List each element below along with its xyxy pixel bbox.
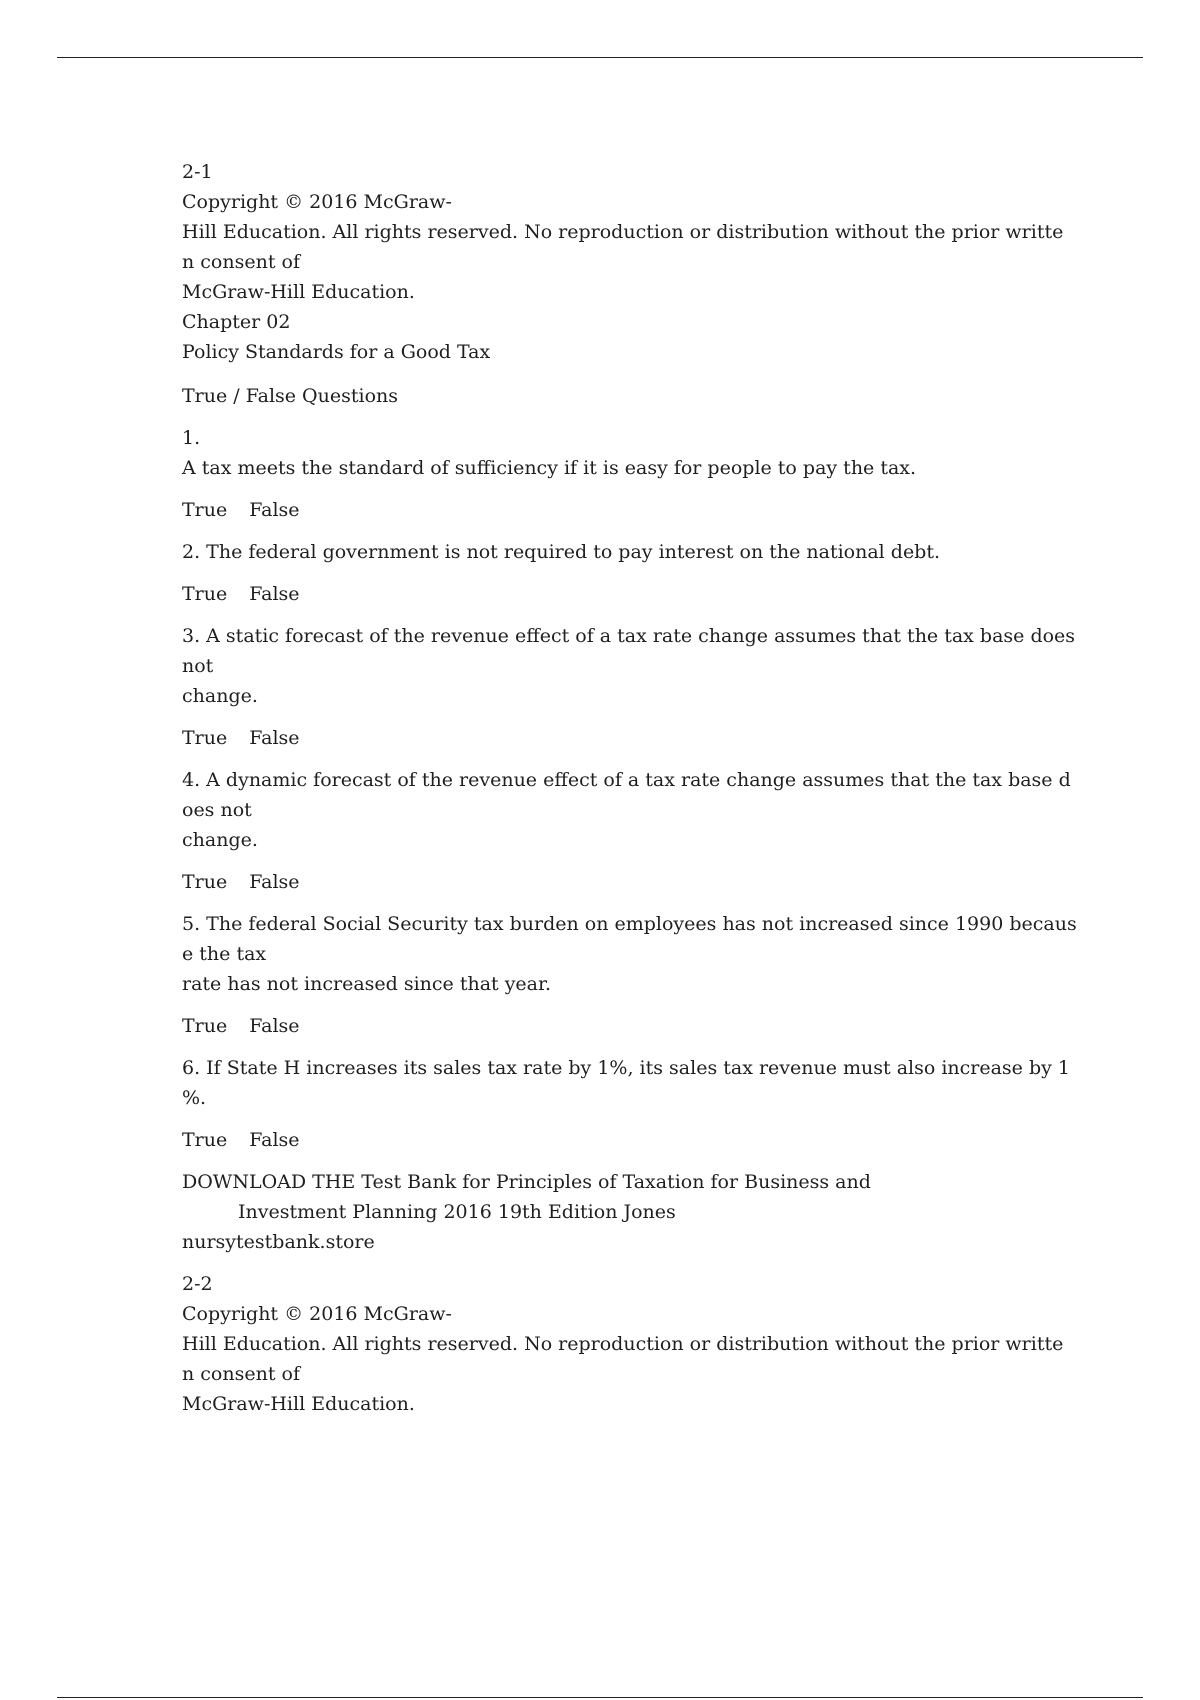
question-text: 6. If State H increases its sales tax rate by 1%, its sales tax revenue must also increase by 1 bbox=[182, 1057, 1070, 1079]
download-line: DOWNLOAD THE Test Bank for Principles of Taxation for Business and bbox=[182, 1171, 871, 1193]
copyright-line: McGraw-Hill Education. bbox=[182, 281, 415, 303]
false-option[interactable]: False bbox=[249, 1129, 300, 1151]
question-text: change. bbox=[182, 685, 258, 707]
download-line: Investment Planning 2016 19th Edition Jones bbox=[238, 1201, 676, 1223]
question-text: 1. bbox=[182, 427, 201, 449]
top-rule bbox=[57, 57, 1143, 58]
question-text: 5. The federal Social Security tax burden on employees has not increased since 1990 becaus bbox=[182, 913, 1077, 935]
true-false-options bbox=[182, 867, 1062, 897]
copyright-line: Copyright © 2016 McGraw- bbox=[182, 1303, 452, 1325]
true-option[interactable]: True bbox=[182, 499, 228, 521]
copyright-line: n consent of bbox=[182, 1363, 300, 1385]
true-option[interactable]: True bbox=[182, 1015, 228, 1037]
true-false-options bbox=[182, 1125, 1062, 1155]
false-option[interactable]: False bbox=[249, 499, 300, 521]
question-5 bbox=[182, 909, 1077, 999]
question-1 bbox=[182, 423, 1062, 483]
download-notice bbox=[182, 1167, 1062, 1257]
section-title: True / False Questions bbox=[182, 385, 398, 407]
page-header-1 bbox=[182, 157, 1062, 367]
true-option[interactable]: True bbox=[182, 583, 228, 605]
download-site: nursytestbank.store bbox=[182, 1231, 375, 1253]
question-6 bbox=[182, 1053, 1070, 1113]
true-false-options bbox=[182, 1011, 1062, 1041]
true-false-options bbox=[182, 579, 1062, 609]
question-text: 4. A dynamic forecast of the revenue effect of a tax rate change assumes that the tax base d bbox=[182, 769, 1071, 791]
copyright-line: Hill Education. All rights reserved. No reproduction or distribution without the prior writte bbox=[182, 221, 1064, 243]
question-text: oes not bbox=[182, 799, 252, 821]
page-content bbox=[182, 157, 1077, 1419]
question-text: A tax meets the standard of sufficiency if it is easy for people to pay the tax. bbox=[182, 457, 917, 479]
true-option[interactable]: True bbox=[182, 1129, 228, 1151]
copyright-line: McGraw-Hill Education. bbox=[182, 1393, 415, 1415]
false-option[interactable]: False bbox=[249, 1015, 300, 1037]
false-option[interactable]: False bbox=[249, 583, 300, 605]
bottom-rule bbox=[57, 1697, 1143, 1698]
question-text: e the tax bbox=[182, 943, 267, 965]
copyright-line: Hill Education. All rights reserved. No reproduction or distribution without the prior writte bbox=[182, 1333, 1064, 1355]
chapter-title: Policy Standards for a Good Tax bbox=[182, 341, 491, 363]
page-number: 2-1 bbox=[182, 161, 213, 183]
true-option[interactable]: True bbox=[182, 727, 228, 749]
copyright-line: n consent of bbox=[182, 251, 300, 273]
true-false-options bbox=[182, 495, 1062, 525]
page-header-2 bbox=[182, 1269, 1062, 1419]
question-text: %. bbox=[182, 1087, 207, 1109]
question-2 bbox=[182, 537, 1062, 567]
false-option[interactable]: False bbox=[249, 871, 300, 893]
true-option[interactable]: True bbox=[182, 871, 228, 893]
question-text: rate has not increased since that year. bbox=[182, 973, 552, 995]
question-text: not bbox=[182, 655, 214, 677]
question-text: 3. A static forecast of the revenue effect of a tax rate change assumes that the tax base does bbox=[182, 625, 1076, 647]
page-number: 2-2 bbox=[182, 1273, 213, 1295]
question-text: 2. The federal government is not required to pay interest on the national debt. bbox=[182, 541, 941, 563]
question-4 bbox=[182, 765, 1071, 855]
question-text: change. bbox=[182, 829, 258, 851]
false-option[interactable]: False bbox=[249, 727, 300, 749]
true-false-options bbox=[182, 723, 1062, 753]
chapter-label: Chapter 02 bbox=[182, 311, 291, 333]
question-3 bbox=[182, 621, 1076, 711]
copyright-line: Copyright © 2016 McGraw- bbox=[182, 191, 452, 213]
